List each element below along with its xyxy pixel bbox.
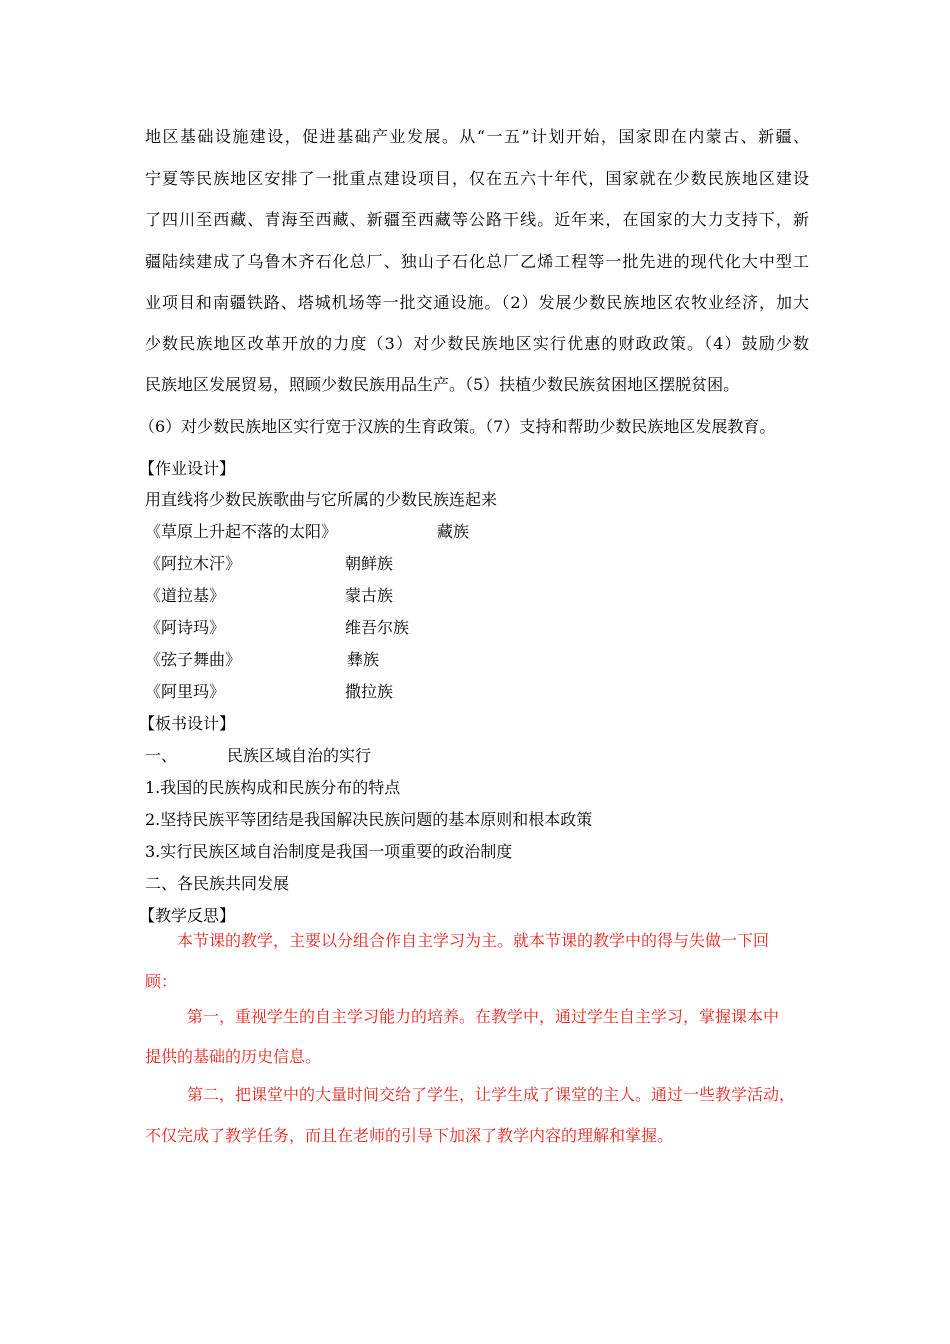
song-item: 《阿拉木汗》 [145, 554, 242, 573]
song-item: 《阿里玛》 [145, 682, 226, 701]
intro-line: 了四川至西藏、青海至西藏、新疆至西藏等公路干线。近年来，在国家的大力支持下，新 [145, 210, 809, 229]
homework-instruction: 用直线将少数民族歌曲与它所属的少数民族连起来 [145, 490, 498, 509]
song-item: 《弦子舞曲》 [145, 650, 242, 669]
section-1-title: 民族区域自治的实行 [227, 746, 372, 765]
song-item: 《阿诗玛》 [145, 618, 226, 637]
people-item: 维吾尔族 [345, 618, 410, 637]
intro-line: 疆陆续建成了乌鲁木齐石化总厂、独山子石化总厂乙烯工程等一批先进的现代化大中型工 [145, 252, 809, 271]
board-item: 3.实行民族区域自治制度是我国一项重要的政治制度 [145, 842, 513, 861]
people-item: 彝族 [347, 650, 380, 669]
intro-line: （6）对少数民族地区实行宽于汉族的生育政策。（7）支持和帮助少数民族地区发展教育。 [139, 417, 776, 436]
reflection-line: 第一，重视学生的自主学习能力的培养。在教学中，通过学生自主学习，掌握课本中 [187, 1007, 780, 1026]
section-2-title: 二、各民族共同发展 [145, 874, 290, 893]
reflection-line: 不仅完成了教学任务，而且在老师的引导下加深了教学内容的理解和掌握。 [145, 1126, 674, 1145]
people-item: 藏族 [437, 522, 470, 541]
intro-line: 少数民族地区改革开放的力度（3）对少数民族地区实行优惠的财政政策。（4）鼓励少数 [145, 334, 809, 353]
board-item: 1.我国的民族构成和民族分布的特点 [145, 778, 401, 797]
reflection-heading: 【教学反思】 [139, 906, 236, 925]
song-item: 《道拉基》 [145, 586, 226, 605]
intro-line: 业项目和南疆铁路、塔城机场等一批交通设施。（2）发展少数民族地区农牧业经济，加大 [145, 293, 809, 312]
people-item: 朝鲜族 [345, 554, 394, 573]
reflection-line: 第二，把课堂中的大量时间交给了学生，让学生成了课堂的主人。通过一些教学活动， [187, 1085, 796, 1104]
song-item: 《草原上升起不落的太阳》 [145, 522, 338, 541]
board-item: 2.坚持民族平等团结是我国解决民族问题的基本原则和根本政策 [145, 810, 593, 829]
section-1-number: 一、 [145, 746, 178, 765]
people-item: 撒拉族 [345, 682, 394, 701]
reflection-line: 提供的基础的历史信息。 [145, 1047, 322, 1066]
intro-line: 民族地区发展贸易，照顾少数民族用品生产。（5）扶植少数民族贫困地区摆脱贫困。 [145, 375, 740, 394]
intro-line: 宁夏等民族地区安排了一批重点建设项目，仅在五六十年代，国家就在少数民族地区建设 [145, 169, 809, 188]
homework-heading: 【作业设计】 [139, 459, 236, 478]
board-heading: 【板书设计】 [139, 714, 236, 733]
people-item: 蒙古族 [345, 586, 394, 605]
reflection-line: 本节课的教学，主要以分组合作自主学习为主。就本节课的教学中的得与失做一下回 [177, 931, 770, 950]
reflection-line: 顾： [145, 972, 178, 991]
intro-line: 地区基础设施建设，促进基础产业发展。从“一五”计划开始，国家即在内蒙古、新疆、 [145, 127, 809, 146]
